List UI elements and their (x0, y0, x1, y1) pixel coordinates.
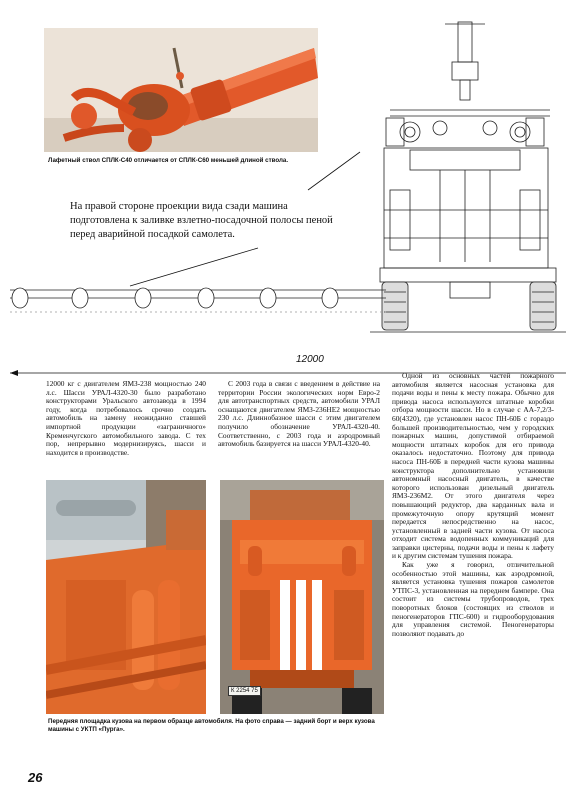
drawing-callout: На правой стороне проекции вида сзади машина подготовлена к заливке взлетно-посадочной полосы пеной перед аварийной посадкой самолета. (70, 201, 333, 240)
bottom-photos-caption: Передняя площадка кузова на первом образце автомобиля. На фото справа — задний борт и верх кузова машины с УКТП «Пурга». (48, 718, 375, 733)
text-column-left (46, 380, 206, 457)
page-number: 26 (28, 770, 43, 785)
paragraph: Одной из основных частей пожарного автомобиля является насосная установка для подачи воды и пены к месту пожара. Обычно для привода насоса используются штатные коробки отбора мощности шасси. Но в случае с АА-7,2/3-60(4320), где установлен насос ПН-60Б с гораздо большей производительностью, чем у городских пожарных машин, допустимой отбираемой мощности штатных коробок для его привода оказалось недостаточно. Поэтому для привода насоса ПН-60Б в передней части кузова машины конструктора дополнительно установили автономный насосный двигатель, в качестве которого использован дизельный двигатель ЯМЗ-236М2. От этого двигателя через повышающий редуктор, два карданных вала и промежуточную опору крутящий момент передается непосредственно на насос, установленный в задней части кузова. От насоса отходит система водопенных коммуникаций для заправки цистерны, подачи воды и пены к лафету и к другим системам тушения пожара. (392, 371, 554, 561)
text-column-middle (218, 380, 380, 449)
top-photo-caption: Лафетный ствол СПЛК-С40 отличается от СПЛК-С60 меньшей длиной ствола. (48, 157, 289, 164)
rear-view-drawing (370, 10, 566, 340)
monitor-nozzle-photo (44, 28, 318, 152)
text-column-right (392, 372, 554, 638)
rear-body-photo (220, 480, 384, 714)
paragraph: 12000 кг с двигателем ЯМЗ-238 мощностью 240 л.с. Шасси УРАЛ-4320-30 было разработано конструкторами Уральского автозавода в 1994 году, когда потребовалось срочно создать автомобиль на замену неожиданно ставшей импортной продукции «заграничного» Кременчугского автомобильного завода. С тех пор, непрерывно модернизируясь, шасси и находится в производстве. (46, 379, 206, 457)
paragraph: С 2003 года в связи с введением в действие на территории России экологических норм Евро-2 для автотранспортных средств, автомобили УРАЛ оснащаются двигателем ЯМЗ-236НЕ2 мощностью 230 л.с. Длиннобазное шасси с этим двигателем получило обозначение УРАЛ-4320-40. Соответственно, с 2003 года и аэродромный автомобиль базируется на шасси УРАЛ-4320-40. (218, 379, 380, 449)
front-platform-photo (46, 480, 206, 714)
dimension-label: 12000 (296, 354, 324, 365)
license-plate: К 2254 75 (228, 686, 261, 696)
paragraph: Как уже я говорил, отличительной особенностью этой машины, как аэродромной, является установка тушения пожаров самолетов УТПС-3, установленная на переднем бампере. Она состоит из системы трубопроводов, трех поворотных блоков (состоящих из стволов и пеногенераторов ГПС-600) и гидрооборудования для управления системой. Пеногенераторы позволяют подавать до (392, 560, 554, 638)
